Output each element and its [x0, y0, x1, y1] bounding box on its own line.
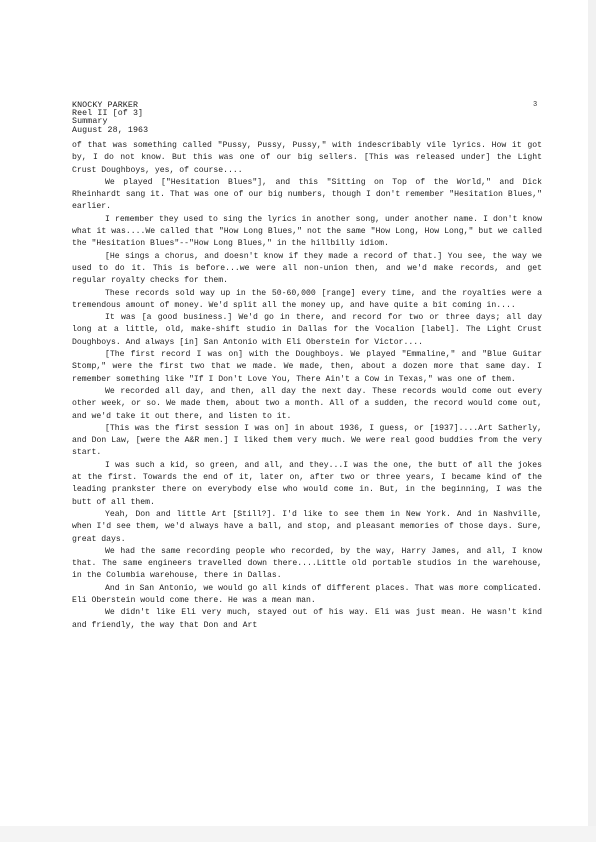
- page-number: 3: [533, 101, 538, 109]
- paragraph: [The first record I was on] with the Doughboys. We played "Emmaline," and "Blue Guitar Stomp," were the first two that we made. We made, then, about a dozen more that same day. I remember something like "If I Don't Love You, There Ain't a Cow in Texas," was one of them.: [72, 350, 542, 384]
- paragraph: We recorded all day, and then, all day the next day. These records would come out every other week, or so. We made them, about two a month. All of a sudden, the record would come out, and we'd take it out there, and listen to it.: [72, 386, 542, 421]
- page-edge-shadow-right: [588, 0, 596, 842]
- paragraph: I was such a kid, so green, and all, and they...I was the one, the butt of all the jokes at the first. Towards the end of it, later on, after two or three years, I became kind of the leading prankster there on everybody else who would come in. But, in the beginning, I was the butt of all them.: [72, 460, 542, 507]
- interviewee-name: KNOCKY PARKER: [72, 101, 139, 110]
- paragraph: We had the same recording people who recorded, by the way, Harry James, and all, I know that. The same engineers travelled down there....Little old portable studios in the warehouse, in the Columbia warehouse, there in Dallas.: [72, 546, 542, 581]
- paragraph: [He sings a chorus, and doesn't know if they made a record of that.] You see, the way we used to do it. This is before...we were all non-union then, and we'd make records, and get regular royalty checks for them.: [72, 251, 542, 286]
- paragraph: of that was something called "Pussy, Pussy, Pussy," with indescribably vile lyrics. How it got by, I do not know. But this was one of our big sellers. [This was released under] the Light Crust Doughboys, yes, of course....: [72, 141, 542, 175]
- page-edge-shadow-bottom: [0, 826, 596, 842]
- transcript-body: [72, 140, 542, 632]
- paragraph: Yeah, Don and little Art [Still?]. I'd like to see them in New York. And in Nashville, when I'd see them, we'd always have a ball, and stop, and pleasant memories of those days. Sure, great days.: [72, 509, 542, 544]
- section-label: Summary: [72, 117, 108, 127]
- reel-label: Reel II [of 3]: [72, 109, 144, 119]
- paragraph: These records sold way up in the 50-60,000 [range] every time, and the royalties were a tremendous amount of money. We'd split all the money up, and have quite a bit coming in....: [72, 288, 542, 310]
- paragraph: We played ["Hesitation Blues"], and this "Sitting on Top of the World," and Dick Rheinhardt sang it. That was one of our big numbers, though I don't remember "Hesitation Blues," earlier.: [72, 177, 542, 212]
- interview-date: August 28, 1963: [72, 125, 149, 135]
- paragraph: We didn't like Eli very much, stayed out of his way. Eli was just mean. He wasn't kind and friendly, the way that Don and Art: [72, 608, 542, 630]
- document-header: [72, 102, 148, 135]
- paragraph: [This was the first session I was on] in about 1936, I guess, or [1937]....Art Satherly, and Don Law, [were the A&R men.] I liked them very much. We were real good buddies from the very start.: [72, 423, 542, 458]
- paragraph: I remember they used to sing the lyrics in another song, under another name. I don't know what it was....We called that "How Long Blues," not the same "How Long, How Long," but we called the "Hesitation Blues"--"How Long Blues," in the hillbilly idiom.: [72, 214, 542, 249]
- paragraph: It was [a good business.] We'd go in there, and record for two or three days; all day long at a little, old, make-shift studio in Dallas for the Vocalion [label]. The Light Crust Doughboys. And always [in] San Antonio with Eli Oberstein for Victor....: [72, 313, 542, 347]
- paragraph: And in San Antonio, we would go all kinds of different places. That was more complicated. Eli Oberstein would come there. He was a mean man.: [72, 583, 542, 605]
